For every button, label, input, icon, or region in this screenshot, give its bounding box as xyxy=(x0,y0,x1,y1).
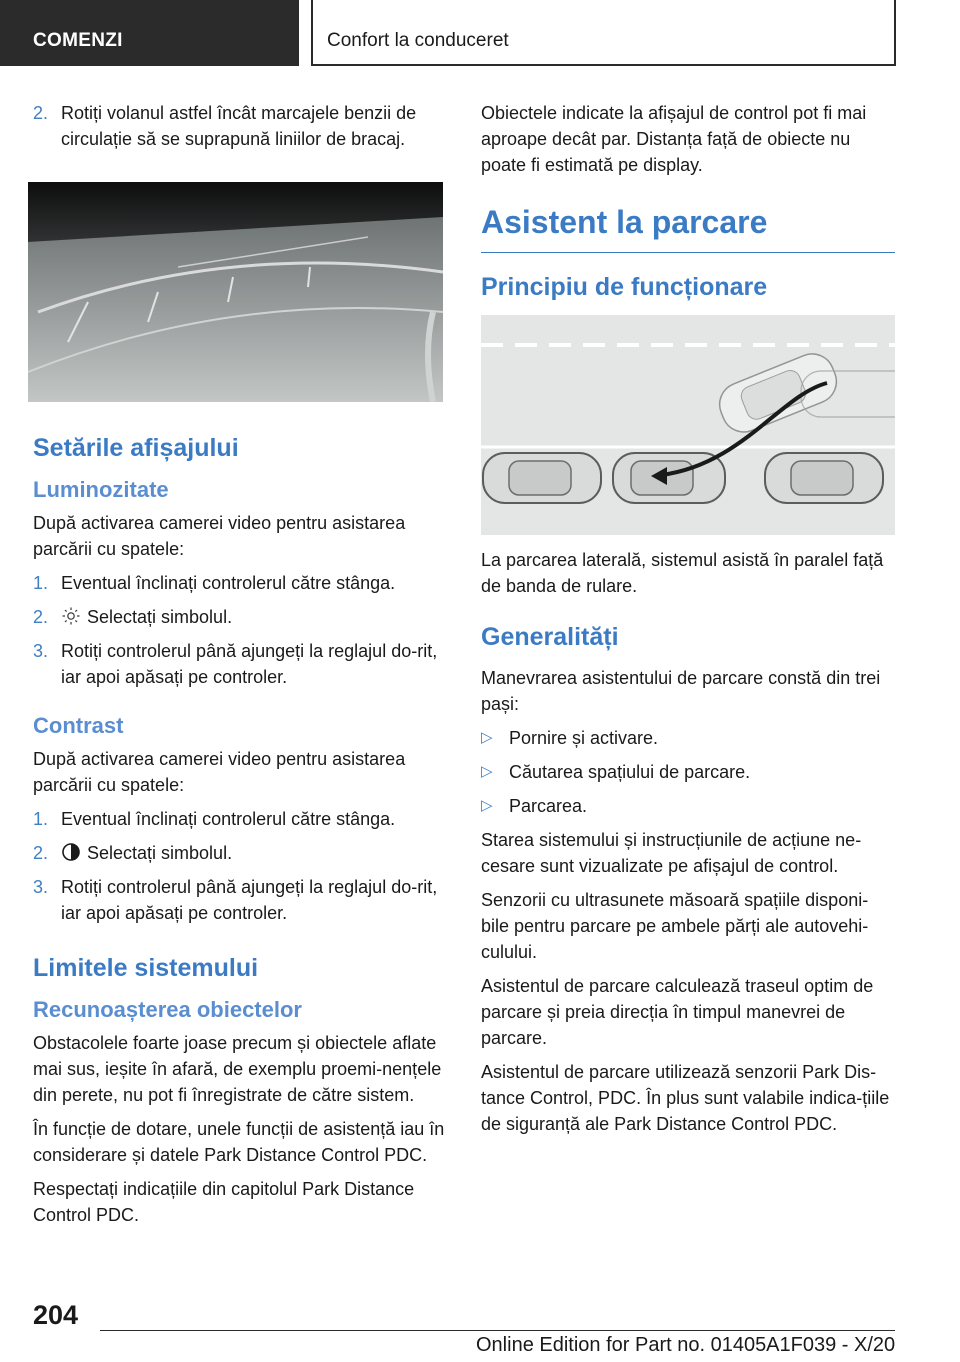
sensors-paragraph: Senzorii cu ultrasunete măsoară spațiile disponi‐bile pentru parcare pe ambele părți ale autovehi‐culului. xyxy=(481,890,869,962)
contrast-intro: După activarea camerei video pentru asistarea parcării cu spatele: xyxy=(33,749,406,795)
section-title: COMENZI xyxy=(33,30,123,51)
step-text: Rotiți volanul astfel încât marcajele benzii de circulație să se suprapună liniilor de bracaj. xyxy=(61,103,417,149)
general-heading: Generalități xyxy=(481,623,619,651)
distance-note: Obiectele indicate la afișajul de control pot fi mai aproape decât par. Distanța față de obiecte nu poate fi estimată pe display. xyxy=(481,103,867,175)
step-text: Selectați simbolul. xyxy=(87,607,233,627)
diagram-caption: La parcarea laterală, sistemul asistă în paralel față de banda de rulare. xyxy=(481,550,884,596)
step-text: Rotiți controlerul până ajungeți la reglajul do‐rit, iar apoi apăsați pe controler. xyxy=(61,641,438,687)
general-intro: Manevrarea asistentului de parcare constă din trei pași: xyxy=(481,668,881,714)
system-limits-heading: Limitele sistemului xyxy=(33,954,259,982)
pdc-paragraph: Asistentul de parcare utilizează senzorii Park Dis‐tance Control, PDC. În plus sunt valabile indica‐țiile de siguranță ale Park Distance Control PDC. xyxy=(481,1062,890,1134)
step-text: Eventual înclinați controlerul către stânga. xyxy=(61,573,396,593)
bullet-triangle-icon: ▷ xyxy=(481,729,493,746)
list-item-text: Pornire și activare. xyxy=(509,728,659,748)
brightness-intro: După activarea camerei video pentru asistarea parcării cu spatele: xyxy=(33,513,406,559)
step-number: 3. xyxy=(33,877,49,897)
contrast-icon xyxy=(61,842,81,862)
step-number: 2. xyxy=(33,103,49,123)
step-item xyxy=(33,100,445,152)
page-number: 204 xyxy=(33,1300,79,1330)
step-text: Selectați simbolul. xyxy=(87,843,233,863)
parking-illustration xyxy=(481,315,895,535)
chapter-title: Confort la conduceret xyxy=(327,30,509,51)
footer-divider xyxy=(100,1330,895,1331)
step-item xyxy=(33,806,445,832)
section-header xyxy=(0,0,299,66)
step-number: 1. xyxy=(33,573,49,593)
step-item xyxy=(33,570,445,596)
right-column xyxy=(481,100,895,1145)
parking-diagram xyxy=(481,315,895,535)
objects-paragraph-1: Obstacolele foarte joase precum și obiectele aflate mai sus, ieșite în afară, de exemplu proemi‐nențele din perete, nu pot fi înregistrate de către sistem. xyxy=(33,1033,442,1105)
list-item-text: Căutarea spațiului de parcare. xyxy=(509,762,751,782)
step-number: 2. xyxy=(33,607,49,627)
bullet-triangle-icon: ▷ xyxy=(481,763,493,780)
camera-view-image xyxy=(28,182,443,402)
left-column xyxy=(33,100,445,1236)
edition-note: Online Edition for Part no. 01405A1F039 - X/20 xyxy=(476,1334,896,1356)
list-item xyxy=(481,793,895,819)
step-text: Eventual înclinați controlerul către stânga. xyxy=(61,809,396,829)
object-detection-heading: Recunoașterea obiectelor xyxy=(33,997,302,1022)
step-item xyxy=(33,840,445,866)
step-number: 3. xyxy=(33,641,49,661)
objects-paragraph-3: Respectați indicațiile din capitolul Park Distance Control PDC. xyxy=(33,1179,415,1225)
step-item xyxy=(33,638,445,690)
list-item xyxy=(481,759,895,785)
status-paragraph: Starea sistemului și instrucțiunile de acțiune ne‐cesare sunt vizualizate pe afișajul de control. xyxy=(481,830,862,876)
list-item-text: Parcarea. xyxy=(509,796,588,816)
step-number: 1. xyxy=(33,809,49,829)
camera-view-illustration xyxy=(28,182,443,402)
step-number: 2. xyxy=(33,843,49,863)
principle-heading: Principiu de funcționare xyxy=(481,273,768,301)
step-text: Rotiți controlerul până ajungeți la reglajul do‐rit, iar apoi apăsați pe controler. xyxy=(61,877,438,923)
brightness-heading: Luminozitate xyxy=(33,477,169,502)
brightness-icon xyxy=(61,606,81,626)
bullet-triangle-icon: ▷ xyxy=(481,797,493,814)
parked-car-left xyxy=(483,453,601,503)
step-item xyxy=(33,874,445,926)
step-item xyxy=(33,604,445,630)
parking-assistant-heading: Asistent la parcare xyxy=(481,202,895,253)
chapter-header xyxy=(311,0,896,66)
objects-paragraph-2: În funcție de dotare, unele funcții de asistență iau în considerare și datele Park Distance Control PDC. xyxy=(33,1119,445,1165)
display-settings-heading: Setările afișajului xyxy=(33,434,239,462)
list-item xyxy=(481,725,895,751)
contrast-heading: Contrast xyxy=(33,713,124,738)
parked-car-right xyxy=(765,453,883,503)
route-paragraph: Asistentul de parcare calculează traseul optim de parcare și preia direcția în timpul manevrei de parcare. xyxy=(481,976,874,1048)
